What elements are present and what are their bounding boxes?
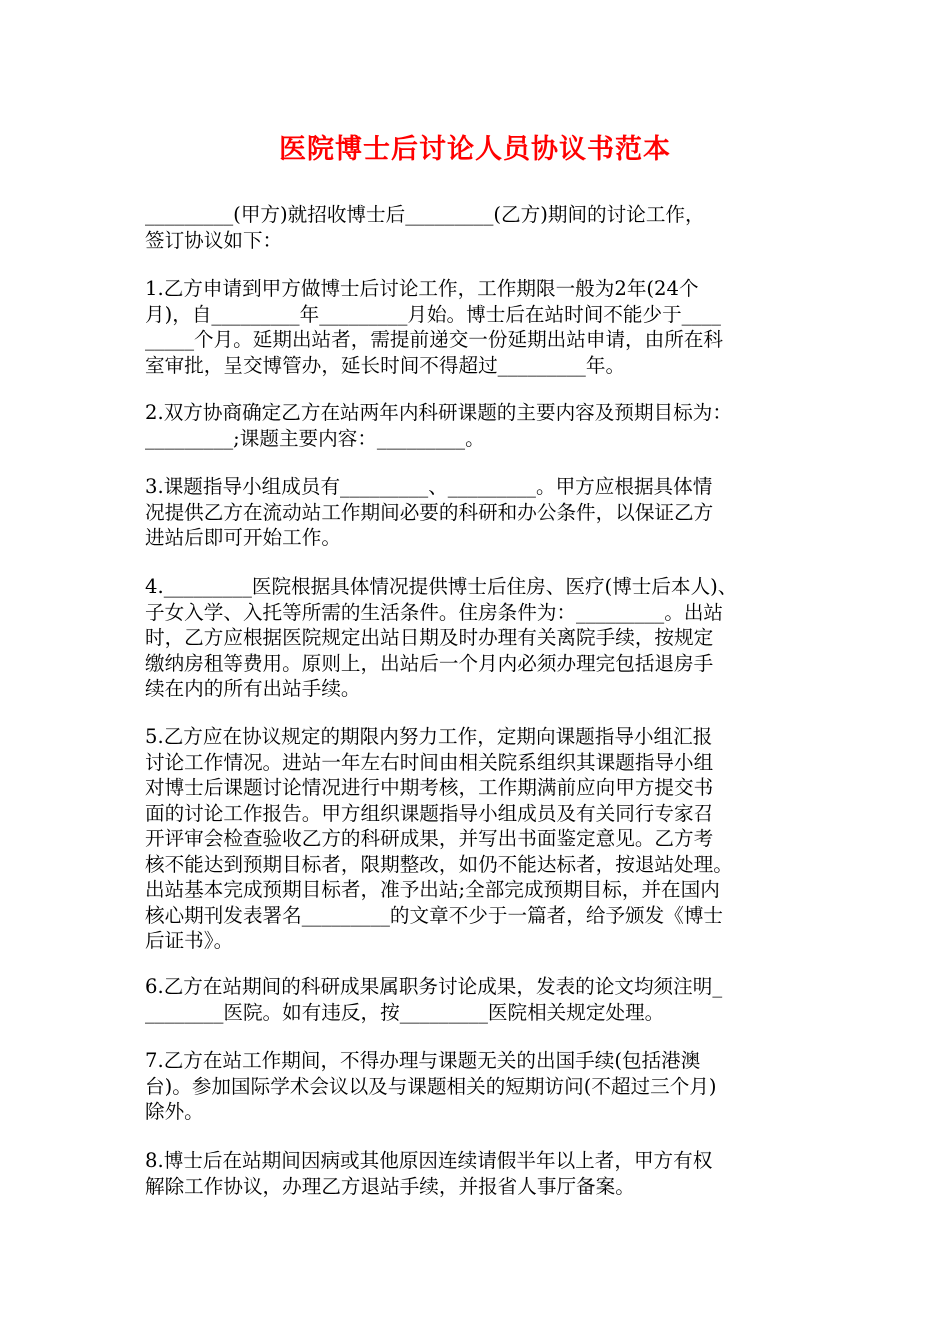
paragraph-0	[145, 202, 815, 253]
document-title: 医院博士后讨论人员协议书范本	[279, 134, 671, 165]
paragraph-line: 子女入学、入托等所需的生活条件。住房条件为：_________。出站	[145, 600, 724, 624]
paragraph-line: _________;课题主要内容：_________。	[145, 426, 485, 450]
paragraph-line: 除外。	[145, 1100, 204, 1123]
paragraph-line: 5.乙方应在协议规定的期限内努力工作，定期向课题指导小组汇报	[145, 725, 713, 748]
paragraph-4	[145, 574, 815, 702]
paragraph-line: 时，乙方应根据医院规定出站日期及时办理有关离院手续，按规定	[145, 626, 714, 649]
paragraph-line: ________医院。如有违反，按_________医院相关规定处理。	[145, 1000, 665, 1024]
paragraph-3	[145, 474, 815, 551]
paragraph-line: 出站基本完成预期目标者，准予出站;全部完成预期目标，并在国内	[145, 878, 720, 901]
paragraph-line: 核不能达到预期目标者，限期整改，如仍不能达标者，按退站处理。	[145, 852, 733, 876]
paragraph-1	[145, 276, 815, 378]
paragraph-line: 况提供乙方在流动站工作期间必要的科研和办公条件，以保证乙方	[145, 500, 714, 524]
paragraph-line: 面的讨论工作报告。甲方组织课题指导小组成员及有关同行专家召	[145, 801, 714, 825]
paragraph-line: 7.乙方在站工作期间，不得办理与课题无关的出国手续(包括港澳	[145, 1049, 701, 1072]
paragraph-6	[145, 974, 815, 1025]
paragraph-line: 月)，自_________年_________月始。博士后在站时间不能少于____	[145, 302, 721, 326]
paragraph-line: 台)。参加国际学术会议以及与课题相关的短期访问(不超过三个月)	[145, 1074, 717, 1098]
paragraph-line: 1.乙方申请到甲方做博士后讨论工作，工作期限一般为2年(24个	[145, 277, 699, 300]
paragraph-line: 后证书》。	[145, 929, 234, 952]
paragraph-line: 6.乙方在站期间的科研成果属职务讨论成果，发表的论文均须注明_	[145, 975, 723, 998]
paragraph-line: 讨论工作情况。进站一年左右时间由相关院系组织其课题指导小组	[145, 750, 714, 774]
paragraph-line: 对博士后课题讨论情况进行中期考核，工作期满前应向甲方提交书	[145, 776, 714, 799]
paragraph-line: 开评审会检查验收乙方的科研成果，并写出书面鉴定意见。乙方考	[145, 827, 714, 850]
paragraph-line: 进站后即可开始工作。	[145, 526, 341, 549]
paragraph-line: 室审批，呈交博管办，延长时间不得超过_________年。	[145, 353, 626, 377]
paragraph-line: 缴纳房租等费用。原则上，出站后一个月内必须办理完包括退房手	[145, 651, 714, 675]
paragraph-line: 8.博士后在站期间因病或其他原因连续请假半年以上者，甲方有权	[145, 1149, 713, 1172]
paragraph-2	[145, 400, 815, 451]
paragraph-line: 续在内的所有出站手续。	[145, 677, 361, 700]
paragraph-5	[145, 724, 815, 954]
paragraph-line: 4._________医院根据具体情况提供博士后住房、医疗(博士后本人)、	[145, 575, 738, 598]
paragraph-line: 解除工作协议，办理乙方退站手续，并报省人事厅备案。	[145, 1174, 635, 1198]
paragraph-line: 核心期刊发表署名_________的文章不少于一篇者，给予颁发《博士	[145, 903, 724, 927]
paragraph-line: 2.双方协商确定乙方在站两年内科研课题的主要内容及预期目标为：	[145, 401, 732, 424]
paragraph-8	[145, 1148, 815, 1199]
paragraph-line: _____个月。延期出站者，需提前递交一份延期出站申请，由所在科	[145, 328, 724, 351]
paragraph-line: _________(甲方)就招收博士后_________(乙方)期间的讨论工作，	[145, 203, 705, 226]
paragraph-line: 签订协议如下：	[145, 228, 283, 252]
paragraph-7	[145, 1048, 815, 1125]
paragraph-line: 3.课题指导小组成员有_________、_________。甲方应根据具体情	[145, 475, 713, 498]
